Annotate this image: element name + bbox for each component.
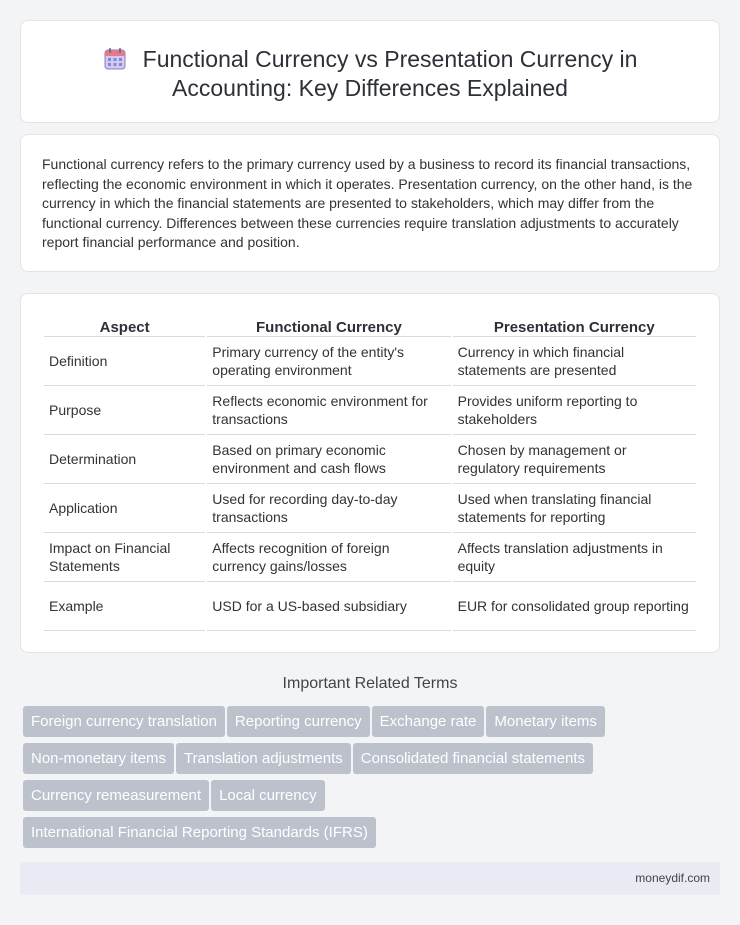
header-aspect: Aspect <box>44 315 205 337</box>
table-row <box>44 337 696 386</box>
cell-aspect: Definition <box>44 337 205 386</box>
tag-non-monetary-items[interactable]: Non-monetary items <box>23 743 174 774</box>
tag-translation-adjustments[interactable]: Translation adjustments <box>176 743 351 774</box>
title-line-2: Accounting: Key Differences Explained <box>172 75 568 101</box>
tag-exchange-rate[interactable]: Exchange rate <box>372 706 485 737</box>
comparison-card <box>20 293 720 653</box>
cell-functional: Based on primary economic environment and cash flows <box>207 435 450 484</box>
cell-presentation: Used when translating financial statements for reporting <box>453 484 696 533</box>
cell-functional: USD for a US-based subsidiary <box>207 582 450 631</box>
cell-aspect: Example <box>44 582 205 631</box>
cell-presentation: Provides uniform reporting to stakeholders <box>453 386 696 435</box>
title-card <box>20 20 720 123</box>
header-presentation: Presentation Currency <box>453 315 696 337</box>
table-header-row <box>44 315 696 337</box>
cell-functional: Used for recording day-to-day transactions <box>207 484 450 533</box>
table-row <box>44 533 696 582</box>
cell-presentation: EUR for consolidated group reporting <box>453 582 696 631</box>
footer-site[interactable]: moneydif.com <box>635 871 710 885</box>
calendar-icon <box>103 47 127 71</box>
tag-monetary-items[interactable]: Monetary items <box>486 706 605 737</box>
related-terms-heading: Important Related Terms <box>282 675 458 692</box>
related-terms-tags <box>23 706 723 854</box>
title-line-1: Functional Currency vs Presentation Currency in <box>142 46 638 72</box>
cell-presentation: Currency in which financial statements are presented <box>453 337 696 386</box>
tag-currency-remeasurement[interactable]: Currency remeasurement <box>23 780 209 811</box>
cell-presentation: Chosen by management or regulatory requirements <box>453 435 696 484</box>
table-row <box>44 484 696 533</box>
comparison-table <box>42 315 698 631</box>
table-row <box>44 582 696 631</box>
cell-functional: Primary currency of the entity's operating environment <box>207 337 450 386</box>
tag-consolidated-financial-statements[interactable]: Consolidated financial statements <box>353 743 593 774</box>
intro-paragraph: Functional currency refers to the primary currency used by a business to record its financial transactions, reflecting the economic environment in which it operates. Presentation currency, on the other hand, is the currency in which the financial statements are presented to stakeholders, which may differ from the functional currency. Differences between these currencies require translation adjustments to accurately report financial performance and position. <box>42 156 693 251</box>
tag-local-currency[interactable]: Local currency <box>211 780 325 811</box>
tag-ifrs[interactable]: International Financial Reporting Standards (IFRS) <box>23 817 376 848</box>
table-row <box>44 386 696 435</box>
cell-aspect: Determination <box>44 435 205 484</box>
table-row <box>44 435 696 484</box>
cell-functional: Affects recognition of foreign currency gains/losses <box>207 533 450 582</box>
intro-card <box>20 134 720 272</box>
footer <box>20 862 720 895</box>
tag-foreign-currency-translation[interactable]: Foreign currency translation <box>23 706 225 737</box>
cell-aspect: Application <box>44 484 205 533</box>
cell-functional: Reflects economic environment for transactions <box>207 386 450 435</box>
cell-aspect: Purpose <box>44 386 205 435</box>
page-title <box>21 45 719 103</box>
cell-presentation: Affects translation adjustments in equity <box>453 533 696 582</box>
tag-reporting-currency[interactable]: Reporting currency <box>227 706 370 737</box>
cell-aspect: Impact on Financial Statements <box>44 533 205 582</box>
header-functional: Functional Currency <box>207 315 450 337</box>
